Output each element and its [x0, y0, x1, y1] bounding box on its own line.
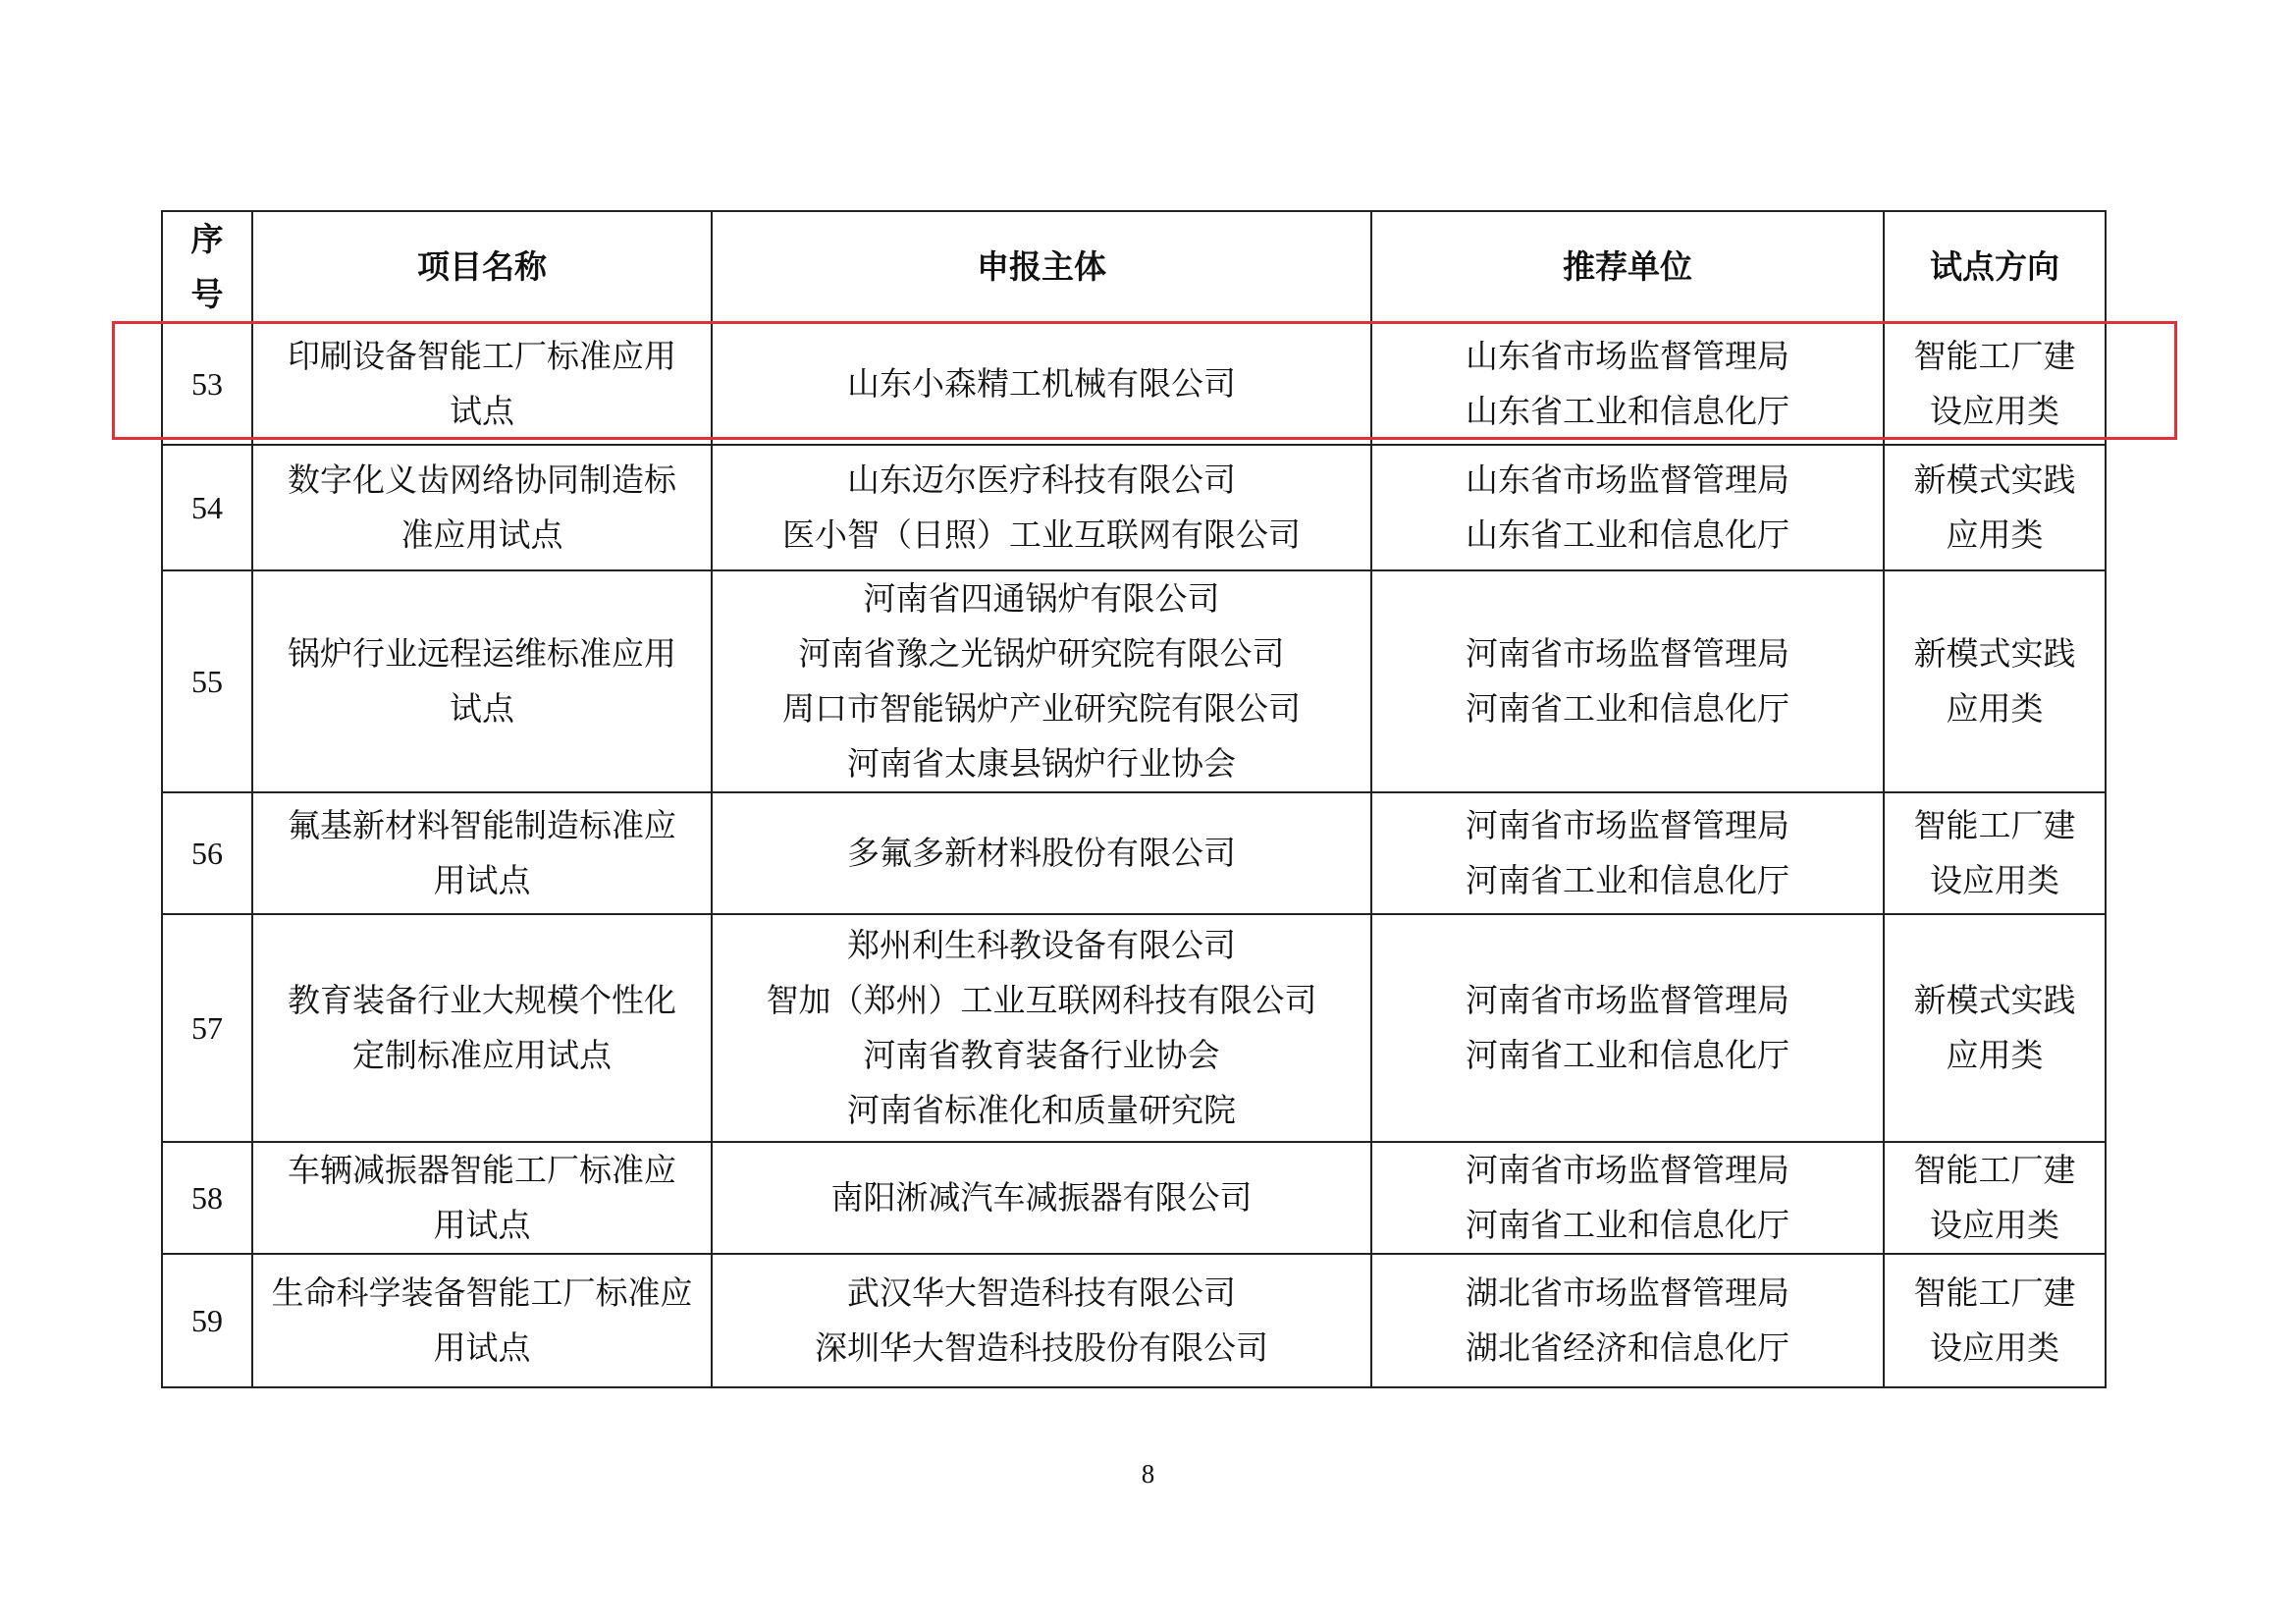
project-line: 试点	[450, 689, 514, 728]
project-line: 试点	[450, 392, 514, 430]
header-applicant: 申报主体	[712, 211, 1371, 323]
applicant-line: 河南省教育装备行业协会	[863, 1036, 1220, 1074]
table-row	[162, 570, 2106, 792]
row-applicant	[712, 570, 1371, 792]
recommender-line: 河南省工业和信息化厅	[1466, 1036, 1789, 1074]
row-applicant	[712, 1254, 1371, 1387]
table-row	[162, 323, 2106, 445]
direction-line: 智能工厂建	[1913, 337, 2076, 375]
table-row	[162, 914, 2106, 1142]
table-row	[162, 1254, 2106, 1387]
table-header-row	[162, 211, 2106, 323]
project-line: 锅炉行业远程运维标准应用	[288, 634, 676, 673]
row-pilot-direction	[1884, 1254, 2106, 1387]
page-number: 8	[1141, 1459, 1155, 1489]
applicant-line: 多氟多新材料股份有限公司	[847, 834, 1236, 872]
direction-line: 应用类	[1946, 1036, 2044, 1074]
row-applicant	[712, 792, 1371, 914]
applicant-line: 武汉华大智造科技有限公司	[847, 1273, 1236, 1312]
row-serial-number: 55	[162, 570, 252, 792]
project-line: 氟基新材料智能制造标准应	[288, 806, 676, 844]
project-line: 用试点	[433, 1206, 531, 1244]
recommender-line: 河南省市场监督管理局	[1466, 981, 1789, 1019]
row-serial-number: 53	[162, 323, 252, 445]
project-line: 教育装备行业大规模个性化	[288, 981, 676, 1019]
row-recommender	[1371, 323, 1884, 445]
applicant-line: 郑州利生科教设备有限公司	[847, 926, 1236, 964]
row-applicant	[712, 445, 1371, 570]
project-line: 生命科学装备智能工厂标准应	[271, 1273, 693, 1312]
direction-line: 设应用类	[1930, 392, 2059, 430]
row-applicant	[712, 914, 1371, 1142]
header-serial-number	[162, 211, 252, 323]
header-pilot-direction: 试点方向	[1884, 211, 2106, 323]
row-pilot-direction	[1884, 445, 2106, 570]
applicant-line: 河南省太康县锅炉行业协会	[847, 744, 1236, 783]
project-line: 用试点	[433, 861, 531, 899]
row-recommender	[1371, 914, 1884, 1142]
row-pilot-direction	[1884, 323, 2106, 445]
applicant-line: 医小智（日照）工业互联网有限公司	[782, 515, 1301, 554]
recommender-line: 河南省工业和信息化厅	[1466, 1206, 1789, 1244]
pilot-project-table	[161, 210, 2107, 1388]
header-serial-char-1: 序	[190, 220, 224, 258]
applicant-line: 河南省标准化和质量研究院	[847, 1091, 1236, 1129]
row-serial-number: 57	[162, 914, 252, 1142]
row-project-name	[252, 323, 712, 445]
row-project-name	[252, 1254, 712, 1387]
direction-line: 智能工厂建	[1913, 806, 2076, 844]
direction-line: 智能工厂建	[1913, 1273, 2076, 1312]
direction-line: 应用类	[1946, 689, 2044, 728]
project-line: 准应用试点	[400, 515, 563, 554]
row-recommender	[1371, 445, 1884, 570]
header-recommender: 推荐单位	[1371, 211, 1884, 323]
table-row	[162, 792, 2106, 914]
header-serial-char-2: 号	[190, 275, 224, 313]
recommender-line: 河南省工业和信息化厅	[1466, 689, 1789, 728]
applicant-line: 深圳华大智造科技股份有限公司	[815, 1328, 1268, 1367]
row-recommender	[1371, 1254, 1884, 1387]
recommender-line: 湖北省市场监督管理局	[1466, 1273, 1789, 1312]
direction-line: 设应用类	[1930, 861, 2059, 899]
applicant-line: 周口市智能锅炉产业研究院有限公司	[782, 689, 1301, 728]
project-line: 用试点	[433, 1328, 531, 1367]
table-row	[162, 1142, 2106, 1254]
row-project-name	[252, 914, 712, 1142]
project-line: 印刷设备智能工厂标准应用	[288, 337, 676, 375]
row-serial-number: 58	[162, 1142, 252, 1254]
table-row	[162, 445, 2106, 570]
row-applicant	[712, 1142, 1371, 1254]
row-serial-number: 56	[162, 792, 252, 914]
row-project-name	[252, 792, 712, 914]
applicant-line: 山东迈尔医疗科技有限公司	[847, 460, 1236, 499]
applicant-line: 南阳淅减汽车减振器有限公司	[830, 1178, 1253, 1217]
recommender-line: 山东省工业和信息化厅	[1466, 515, 1789, 554]
row-recommender	[1371, 792, 1884, 914]
project-line: 数字化义齿网络协同制造标	[288, 460, 676, 499]
recommender-line: 河南省市场监督管理局	[1466, 634, 1789, 673]
direction-line: 新模式实践	[1913, 634, 2076, 673]
direction-line: 设应用类	[1930, 1206, 2059, 1244]
direction-line: 新模式实践	[1913, 981, 2076, 1019]
row-project-name	[252, 1142, 712, 1254]
applicant-line: 河南省豫之光锅炉研究院有限公司	[798, 634, 1285, 673]
row-recommender	[1371, 1142, 1884, 1254]
recommender-line: 山东省工业和信息化厅	[1466, 392, 1789, 430]
recommender-line: 湖北省经济和信息化厅	[1466, 1328, 1789, 1367]
row-pilot-direction	[1884, 792, 2106, 914]
project-line: 定制标准应用试点	[352, 1036, 612, 1074]
recommender-line: 山东省市场监督管理局	[1466, 460, 1789, 499]
applicant-line: 山东小森精工机械有限公司	[847, 364, 1236, 403]
direction-line: 新模式实践	[1913, 460, 2076, 499]
row-serial-number: 54	[162, 445, 252, 570]
recommender-line: 河南省市场监督管理局	[1466, 806, 1789, 844]
row-serial-number: 59	[162, 1254, 252, 1387]
row-project-name	[252, 570, 712, 792]
row-project-name	[252, 445, 712, 570]
applicant-line: 河南省四通锅炉有限公司	[863, 579, 1220, 618]
recommender-line: 河南省市场监督管理局	[1466, 1151, 1789, 1189]
project-line: 车辆减振器智能工厂标准应	[288, 1151, 676, 1189]
recommender-line: 山东省市场监督管理局	[1466, 337, 1789, 375]
row-pilot-direction	[1884, 1142, 2106, 1254]
applicant-line: 智加（郑州）工业互联网科技有限公司	[766, 981, 1317, 1019]
direction-line: 应用类	[1946, 515, 2044, 554]
row-applicant	[712, 323, 1371, 445]
header-project-name: 项目名称	[252, 211, 712, 323]
recommender-line: 河南省工业和信息化厅	[1466, 861, 1789, 899]
direction-line: 智能工厂建	[1913, 1151, 2076, 1189]
direction-line: 设应用类	[1930, 1328, 2059, 1367]
row-pilot-direction	[1884, 570, 2106, 792]
row-pilot-direction	[1884, 914, 2106, 1142]
row-recommender	[1371, 570, 1884, 792]
